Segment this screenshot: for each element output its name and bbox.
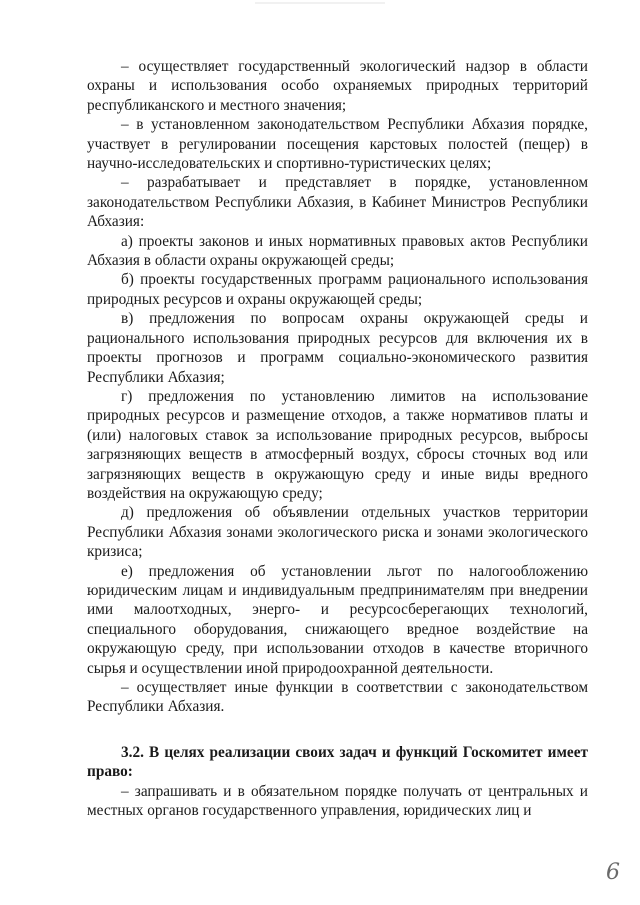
paragraph-request-information: – запрашивать и в обязательном порядке получать от центральных и местных органов государственного управления, юридических лиц и: [87, 782, 588, 820]
list-item-b: б) проекты государственных программ рационального использования природных ресурсов и охраны окружающей среды;: [87, 271, 588, 308]
paragraph-other-functions: – осуществляет иные функции в соответствии с законодательством Республики Абхазия.: [87, 679, 588, 716]
document-body: [87, 57, 588, 820]
paragraph-karst-cavities: – в установленном законодательством Республики Абхазия порядке, участвует в регулировании посещения карстовых полостей (пещер) в научно-исследовательских и спортивно-туристических целях;: [87, 116, 588, 173]
list-item-v: в) предложения по вопросам охраны окружающей среды и рационального использования природных ресурсов для включения их в проекты прогнозов и программ социально-экономического развития Республики Абхазия;: [87, 310, 588, 386]
section-spacer: [87, 717, 588, 743]
page-number: 6: [606, 860, 620, 885]
scan-artifact: [255, 2, 385, 4]
paragraph-ecological-supervision: – осуществляет государственный экологический надзор в области охраны и использования особо охраняемых природных территорий республиканского и местного значения;: [87, 58, 588, 114]
section-heading: 3.2. В целях реализации своих задач и функций Госкомитет имеет право:: [87, 743, 588, 781]
list-item-a: а) проекты законов и иных нормативных правовых актов Республики Абхазия в области охраны окружающей среды;: [87, 232, 588, 270]
list-item-d: д) предложения об объявлении отдельных участков территории Республики Абхазия зонами экологического риска и зонами экологического кризиса;: [87, 504, 588, 561]
list-item-e: е) предложения об установлении льгот по налогообложению юридическим лицам и индивидуальным предпринимателям при внедрении ими малоотходных, энерго- и ресурсосберегающих технологий, специального оборудования, снижающего вредное воздействие на окружающую среду, при использовании отходов в качестве вторичного сырья и осуществлении иной природоохранной деятельности.: [87, 562, 588, 677]
paragraph-develops-and-submits: – разрабатывает и представляет в порядке, установленном законодательством Республики Абхазия, в Кабинет Министров Республики Абхазия:: [87, 174, 588, 231]
list-item-g: г) предложения по установлению лимитов на использование природных ресурсов и размещение отходов, а также нормативов платы и (или) налоговых ставок за использование природных ресурсов, выбросы загрязняющих веществ в атмосферный воздух, сбросы сточных вод или загрязняющих веществ в окружающую среду и иные виды вредного воздействия на окружающую среду;: [87, 387, 588, 502]
